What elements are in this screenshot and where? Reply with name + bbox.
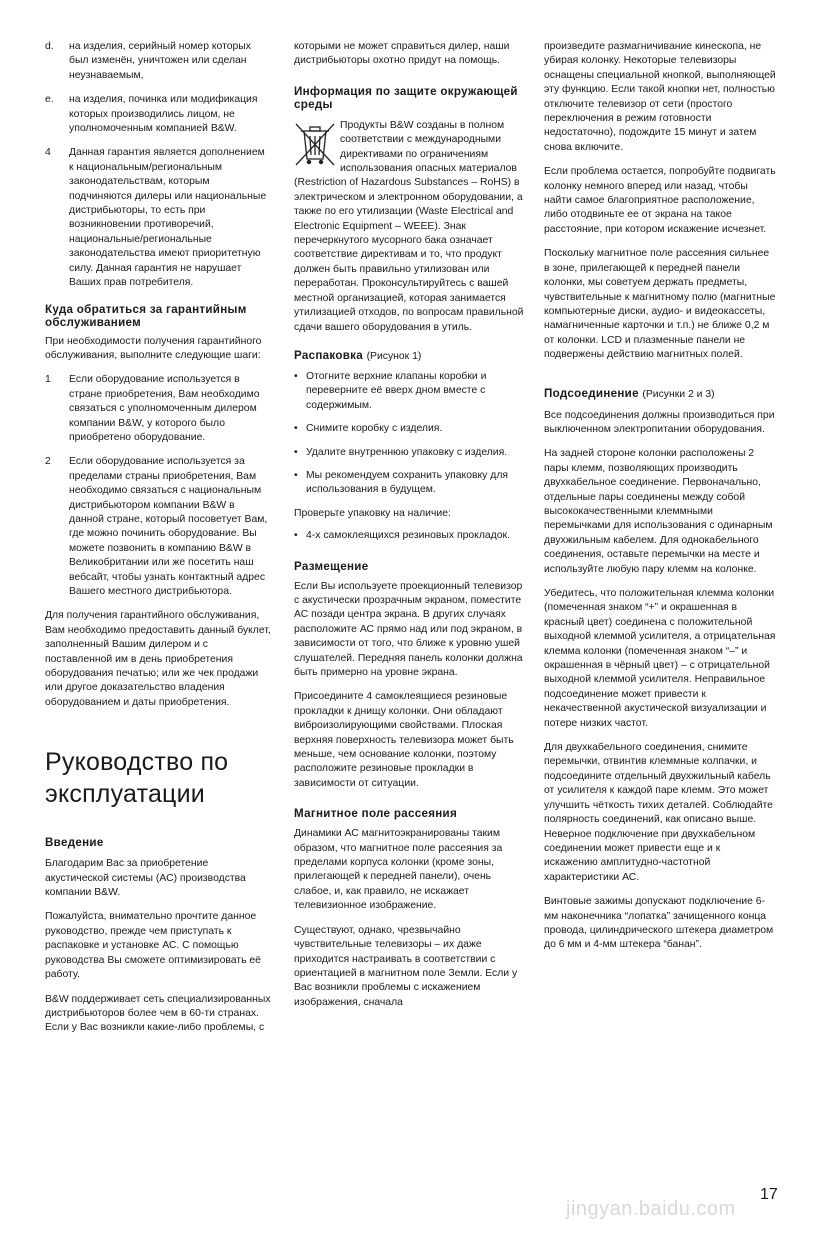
item-text: на изделия, починка или модификация которых производились лицом, не уполномоченным компанией B&W. [69, 94, 258, 135]
warranty-item-d [45, 40, 271, 83]
placement-paragraph-1: Если Вы используете проекционный телевизор с акустически прозрачным экраном, поместите АС позади центра экрана. В других случаях расположите АС прямо над или под экраном, в зависимости от того, что ближе к уровню ушей слушателей. Передняя панель колонки должна быть примерно на уровне экрана. [294, 580, 523, 678]
environment-heading: Информация по защите окружающей среды [294, 84, 518, 111]
environment-text [294, 119, 526, 335]
bullet-dot: • [294, 370, 298, 382]
connection-paragraph-3: Убедитесь, что положительная клемма колонки (помеченная знаком “+” и окрашенная в красный цвет) соединена с положительной выходной клеммой усилителя, а отрицательная клемма колонки (помеченная знаком “–” и окрашенная в чёрный цвет) – с отрицательной выходной клеммой усилителя. Неправильное подсоединение может привести к некачественной акустической визуализации и потере низких частот. [544, 588, 776, 729]
item-label: 2 [45, 456, 51, 468]
crossed-bin-icon [292, 119, 338, 169]
warranty-item-4 [45, 146, 271, 290]
intro-paragraph-1: Благодарим Вас за приобретение акустической системы (АС) производства компании B&W. [45, 858, 246, 899]
service-heading: Куда обратиться за гарантийным обслуживанием [45, 302, 247, 329]
connection-heading-text: Подсоединение [544, 386, 639, 400]
item-label: e. [45, 94, 54, 106]
unpack-bullet-2 [294, 422, 526, 436]
environment-text-body: Продукты B&W созданы в полном соответствии с международными директивами по ограничениям использования опасных материалов (Restriction of Hazardous Substances – RoHS) в электрическом и электронном оборудовании, а также по его утилизации (Waste Electrical and Electronic Equipment – WEEE). Знак перечеркнутого мусорного бака означает соответствие директивам и то, что продукт должен быть правильно утилизован или переработан. Проконсультируйтесь с вашей местной организацией, которая занимается утилизацией отходов, по вопросам правильной сдачи вашего оборудования в утиль. [294, 119, 524, 333]
column-3 [544, 40, 776, 963]
connection-figure-ref: (Рисунки 2 и 3) [642, 388, 715, 400]
connection-paragraph-1: Все подсоединения должны производиться при выключенном электропитании оборудования. [544, 409, 775, 435]
bullet-text: Мы рекомендуем сохранить упаковку для использования в будущем. [306, 469, 509, 496]
unpack-bullet-1 [294, 370, 526, 413]
manual-title-line-2: эксплуатации [45, 780, 205, 809]
connection-paragraph-5: Винтовые зажимы допускают подключение 6-мм наконечника “лопатка” зачищенного конца провода, цилиндрического штекера диаметром до 6 мм и 4-мм штекера “банан”. [544, 896, 774, 951]
item-text: Данная гарантия является дополнением к национальным/региональным законодательствам, которым подчиняются дилеры или национальные дистрибьюторы, то есть при возникновении противоречий, национальные/региональные законодательства имеют приоритетную силу. Данная гарантия не нарушает Ваших прав потребителя. [69, 147, 267, 289]
bullet-text: Отогните верхние клапаны коробки и переверните её вверх дном вместе с содержимым. [306, 370, 487, 411]
column-1 [45, 40, 271, 1046]
bullet-text: Удалите внутреннюю упаковку с изделия. [306, 446, 508, 458]
manual-title [45, 746, 271, 810]
sensitive-items-paragraph: Поскольку магнитное поле рассеяния сильнее в зоне, прилегающей к передней панели колонки, мы советуем держать предметы, чувствительные к магнитному полю (магнитные компьютерные диски, аудио- и видеокассеты, намагниченные карточки и т.п.) не ближе 0,2 м от колонки. LCD и плазменные панели не подвержены действию магнитных полей. [544, 248, 776, 361]
bullet-dot: • [294, 469, 298, 481]
intro-paragraph-2: Пожалуйста, внимательно прочтите данное руководство, прежде чем приступать к распаковке и установке АС. С помощью руководства Вы сможете оптимизировать её работу. [45, 911, 261, 981]
item-text: Если оборудование используется в стране приобретения, Вам необходимо связаться с уполномоченным дилером компании B&W, у которого было приобретено оборудование. [69, 374, 260, 443]
service-outro: Для получения гарантийного обслуживания, Вам необходимо предоставить данный буклет, заполненный Вашим дилером и с поставленной им в день приобретения оборудования печатью; или же чек продажи или другое доказательство владения оборудованием и даты приобретения. [45, 610, 271, 708]
magnetic-field-heading: Магнитное поле рассеяния [294, 807, 458, 821]
column-2 [294, 40, 526, 1020]
bullet-text: Снимите коробку с изделия. [306, 423, 443, 435]
bullet-dot: • [294, 446, 298, 458]
reposition-paragraph: Если проблема остается, попробуйте подвигать колонку немного вперед или назад, чтобы найти самое благоприятное расположение, либо отодвиньте ее от экрана на такое расстояние, при котором искажение исчезнет. [544, 166, 776, 235]
service-intro: При необходимости получения гарантийного обслуживания, выполните следующие шаги: [45, 335, 262, 361]
bullet-dot: • [294, 423, 298, 435]
dealer-continuation: которыми не может справиться дилер, наши дистрибьюторы охотно придут на помощь. [294, 41, 510, 67]
magnetic-paragraph-2: Существуют, однако, чрезвычайно чувствительные телевизоры – их даже приходится настраивать в соответствии с ориентацией в магнитном поле Земли. Если у Вас возникли проблемы с искажением изображения, сначала [294, 924, 518, 1008]
item-text: на изделия, серийный номер которых был изменён, уничтожен или сделан неузнаваемым, [69, 41, 251, 81]
unpacking-heading [294, 349, 526, 363]
placement-paragraph-2: Присоедините 4 самоклеящиеся резиновые прокладки к днищу колонки. Они обладают виброизолирующими свойствами. Плоская верхняя поверхность телевизора может быть меньше, чем основание колонки, поэтому расположите резиновые прокладки в зависимости от ситуации. [294, 691, 514, 789]
magnetic-paragraph-1: Динамики АС магнитоэкранированы таким образом, что магнитное поле рассеяния за пределами корпуса колонки (кроме зоны, прилегающей к передней панели), очень слабое, и, как правило, не искажает телевизионное изображение. [294, 828, 503, 912]
unpack-bullet-3 [294, 446, 526, 460]
service-item-2 [45, 455, 271, 599]
warranty-item-e [45, 93, 271, 136]
unpack-bullet-4 [294, 469, 526, 498]
check-bullet-1 [294, 529, 526, 543]
service-item-1 [45, 373, 271, 445]
connection-heading [544, 387, 776, 401]
intro-paragraph-3: B&W поддерживает сеть специализированных дистрибьюторов более чем в 60-ти странах. Если у Вас возникли какие-либо проблемы, с [45, 993, 271, 1034]
bullet-text: 4-х самоклеящихся резиновых прокладок. [306, 530, 510, 542]
unpacking-figure-ref: (Рисунок 1) [366, 350, 422, 362]
page-number: 17 [760, 1186, 778, 1203]
connection-paragraph-2: На задней стороне колонки расположены 2 пары клемм, позволяющих производить двухкабельное соединение. Первоначально, отдельные пары соединены между собой высококачественными клеммными перемычками для использования с одинарным двухжильным кабелем. Для однокабельного соединения, оставьте перемычки на месте и используйте любую пару клемм на колонке. [544, 448, 773, 575]
degauss-paragraph: произведите размагничивание кинескопа, не убирая колонку. Некоторые телевизоры оснащены специальной кнопкой, выполняющей эту функцию. Если такой кнопки нет, полностью отключите телевизор от сети (простого переключения в режим готовности недостаточно), подождите 15 минут и затем снова включите. [544, 41, 776, 153]
item-text: Если оборудование используется за пределами страны приобретения, Вам необходимо связаться с национальным дистрибьютором компании B&W в данной стране, который посоветует Вам, где можно починить оборудование. Вы можете позвонить в компанию B&W в Великобритании или же посетить наш вебсайт, чтобы узнать контактный адрес Вашего местного дистрибьютора. [69, 456, 268, 597]
intro-heading: Введение [45, 836, 104, 850]
unpacking-heading-text: Распаковка [294, 348, 364, 362]
item-label: 1 [45, 374, 51, 386]
connection-paragraph-4: Для двухкабельного соединения, снимите перемычки, отвинтив клеммные колпачки, и подсоедините отдельный двухжильный кабель от усилителя к каждой паре клемм. Это может улучшить чёткость тихих деталей. Соблюдайте полярность соединений, как описано выше. Неверное подключение при двухкабельном соединении может привести еще и к искажению амплитудно-частотной характеристики АС. [544, 742, 773, 883]
item-label: d. [45, 41, 54, 52]
check-contents-text: Проверьте упаковку на наличие: [294, 507, 451, 519]
manual-title-line-1: Руководство по [45, 748, 229, 777]
bullet-dot: • [294, 530, 298, 542]
placement-heading: Размещение [294, 559, 369, 573]
watermark: jingyan.baidu.com [566, 1198, 736, 1220]
item-label: 4 [45, 147, 51, 159]
